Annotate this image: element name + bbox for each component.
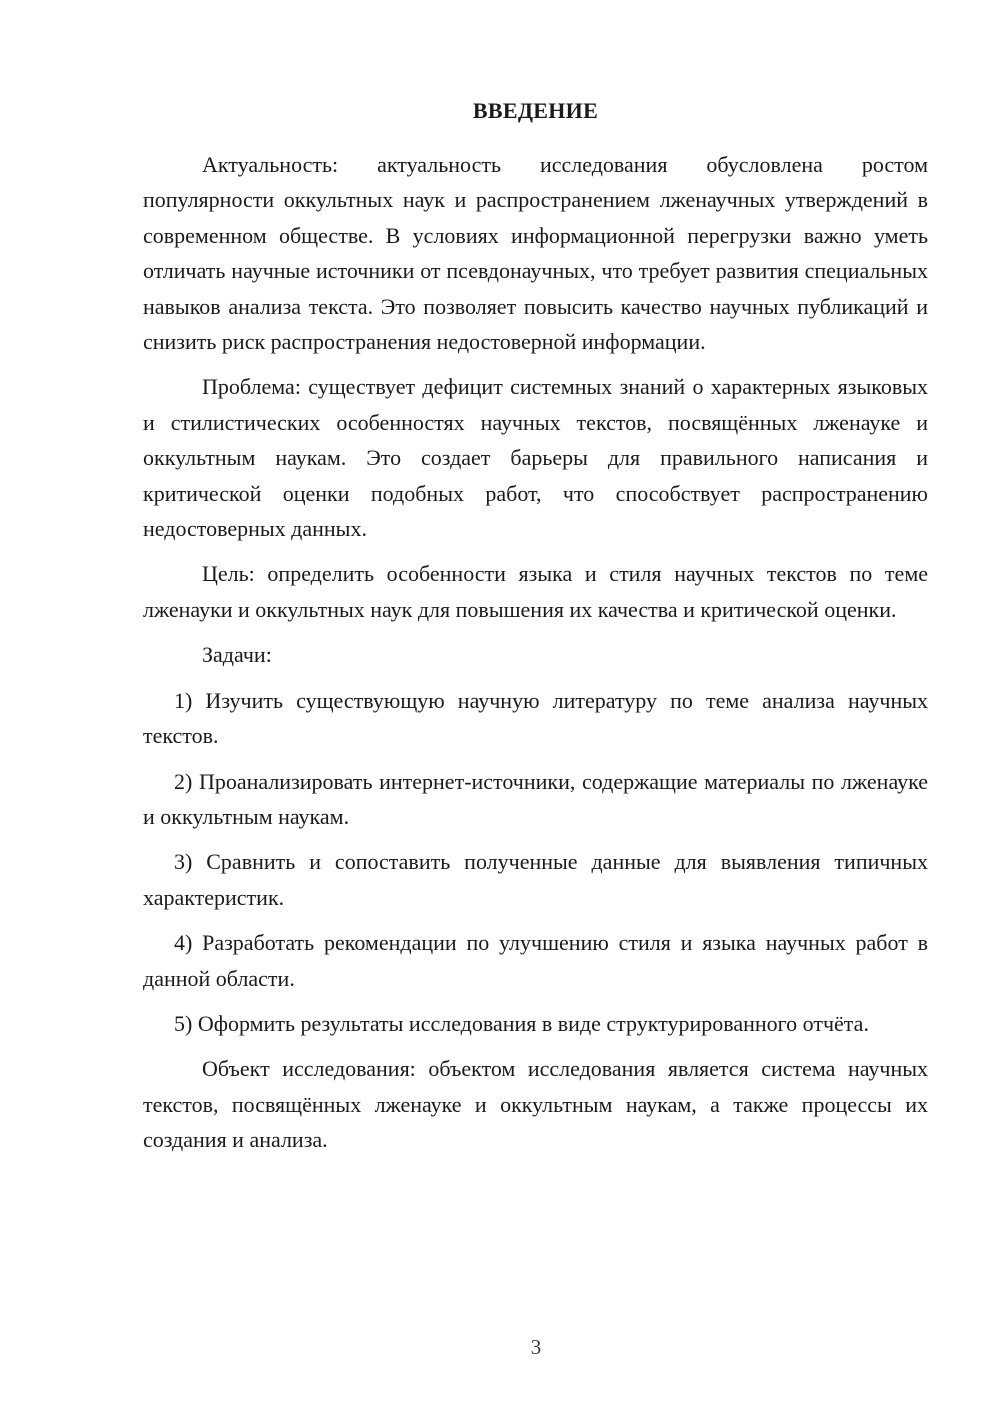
page-number: 3 bbox=[530, 1335, 542, 1359]
task-item-5: 5) Оформить результаты исследования в виде структурированного отчёта. bbox=[174, 1010, 869, 1036]
section-heading: ВВЕДЕНИЕ bbox=[472, 98, 599, 123]
task-item-1: 1) Изучить существующую научную литературу по теме анализа научных текстов. bbox=[143, 687, 928, 749]
paragraph-goal: Цель: определить особенности языка и стиля научных текстов по теме лженауки и оккультных наук для повышения их качества и критической оценки. bbox=[143, 561, 928, 622]
task-item-2: 2) Проанализировать интернет-источники, содержащие материалы по лженауке и оккультным наукам. bbox=[143, 768, 928, 829]
task-item-3: 3) Сравнить и сопоставить полученные данные для выявления типичных характеристик. bbox=[143, 849, 928, 910]
paragraph-object: Объект исследования: объектом исследования является система научных текстов, посвящённых лженауке и оккультным наукам, а также процессы их создания и анализа. bbox=[143, 1056, 928, 1153]
paragraph-relevance: Актуальность: актуальность исследования обусловлена ростом популярности оккультных наук и распространением лженаучных утверждений в современном обществе. В условиях информационной перегрузки важно уметь отличать научные источники от псевдонаучных, что требует развития специальных навыков анализа текста. Это позволяет повысить качество научных публикаций и снизить риск распространения недостоверной информации. bbox=[143, 152, 928, 355]
tasks-label: Задачи: bbox=[202, 642, 272, 668]
tasks-list bbox=[143, 683, 928, 1042]
task-item-4: 4) Разработать рекомендации по улучшению стиля и языка научных работ в данной области. bbox=[143, 930, 928, 991]
document-page bbox=[143, 96, 928, 1168]
paragraph-problem: Проблема: существует дефицит системных знаний о характерных языковых и стилистических особенностях научных текстов, посвящённых лженауке и оккультным наукам. Это создает барьеры для правильного написания и критической оценки подобных работ, что способствует распространению недостоверных данных. bbox=[143, 374, 928, 542]
